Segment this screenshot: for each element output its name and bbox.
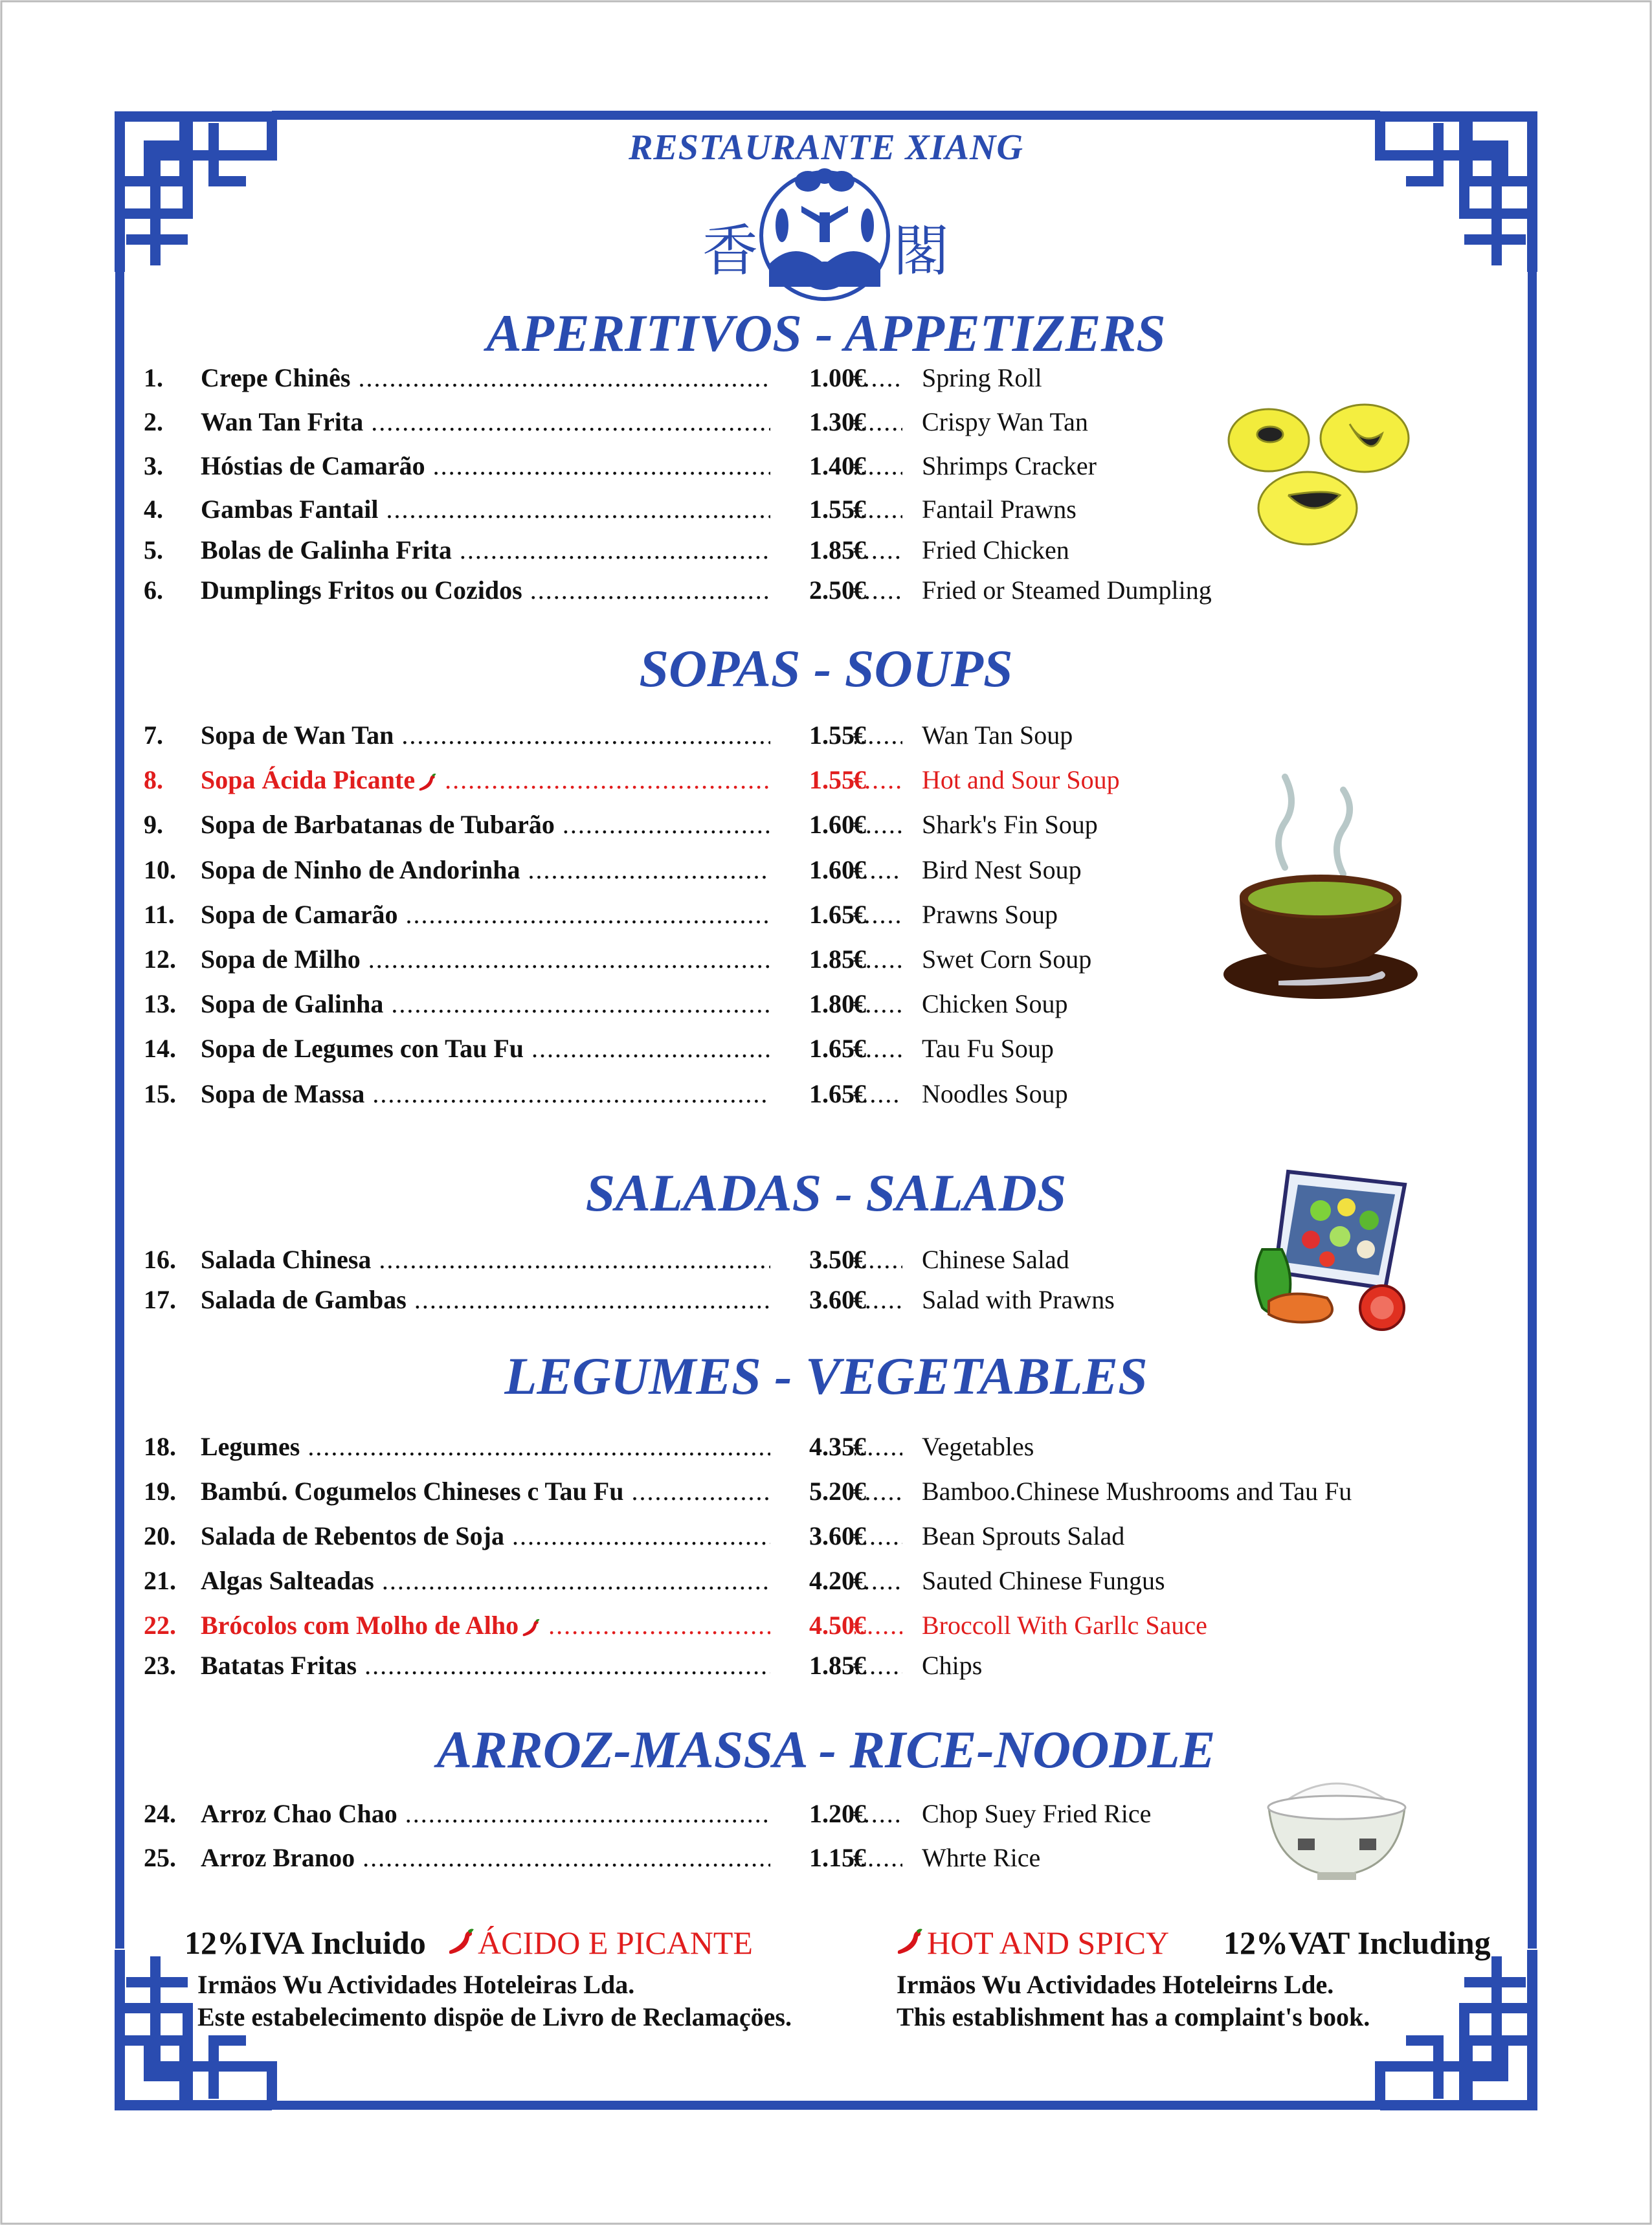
menu-item-row <box>144 720 1438 759</box>
item-price: 4.50 <box>770 1610 854 1640</box>
item-name-en: Fantail Prawns <box>922 495 1077 524</box>
item-name-en: Swet Corn Soup <box>922 945 1092 974</box>
section-title: SALADAS - SALADS <box>585 1163 1067 1222</box>
item-price: 1.65 <box>770 899 854 930</box>
menu-item-row <box>144 1565 1438 1604</box>
menu-item-row <box>144 1033 1438 1072</box>
item-name-pt: Bambú. Cogumelos Chineses c Tau Fu <box>201 1477 624 1506</box>
menu-item-row <box>144 1476 1438 1515</box>
item-number: 6. <box>144 576 163 605</box>
item-name-en: Prawns Soup <box>922 900 1058 929</box>
item-price: 4.20 <box>770 1565 854 1596</box>
item-name-en: Shark's Fin Soup <box>922 810 1098 839</box>
item-price: 1.15 <box>770 1842 854 1873</box>
currency-symbol: € <box>853 1843 866 1872</box>
currency-symbol: € <box>853 1651 866 1680</box>
currency-symbol: € <box>853 855 866 884</box>
item-name-en: Sauted Chinese Fungus <box>922 1566 1165 1595</box>
item-number: 21. <box>144 1566 176 1595</box>
item-name-en: Whrte Rice <box>922 1843 1041 1872</box>
item-number: 4. <box>144 495 163 524</box>
item-name-en: Chinese Salad <box>922 1245 1069 1274</box>
item-name-en: Chicken Soup <box>922 989 1068 1018</box>
item-price: 1.40 <box>770 451 854 481</box>
currency-symbol: € <box>853 1611 866 1640</box>
item-price: 1.55 <box>770 765 854 795</box>
iva-included-note: 12%IVA Incluido <box>184 1925 426 1961</box>
chili-pepper-icon <box>895 1928 924 1956</box>
currency-symbol: € <box>853 1521 866 1550</box>
vat-included-note: 12%VAT Including <box>1223 1925 1491 1961</box>
menu-item-row <box>144 1798 1438 1837</box>
currency-symbol: € <box>853 1245 866 1274</box>
item-price: 1.20 <box>770 1798 854 1829</box>
currency-symbol: € <box>853 765 866 794</box>
item-name-en: Crispy Wan Tan <box>922 407 1088 436</box>
item-name-en: Broccoll With Garllc Sauce <box>922 1611 1207 1640</box>
item-number: 7. <box>144 721 163 750</box>
soup-bowl-icon <box>1220 770 1427 1003</box>
chili-pepper-icon <box>447 1928 475 1956</box>
item-name-pt: Sopa de Legumes con Tau Fu <box>201 1034 524 1063</box>
item-name-en: Salad with Prawns <box>922 1285 1115 1314</box>
currency-symbol: € <box>853 407 866 436</box>
item-number: 24. <box>144 1799 176 1828</box>
item-name-pt: Crepe Chinês <box>201 363 351 392</box>
item-price: 3.50 <box>770 1244 854 1275</box>
item-number: 8. <box>144 765 163 794</box>
item-number: 2. <box>144 407 163 436</box>
item-number: 13. <box>144 989 176 1018</box>
menu-item-row <box>144 1431 1438 1470</box>
currency-symbol: € <box>853 1285 866 1314</box>
dumplings-icon <box>1223 398 1424 547</box>
item-price: 1.30 <box>770 407 854 437</box>
item-price: 1.00 <box>770 363 854 393</box>
section-title: ARROZ-MASSA - RICE-NOODLE <box>436 1720 1216 1779</box>
currency-symbol: € <box>853 900 866 929</box>
item-name-en: Fried Chicken <box>922 535 1069 565</box>
item-name-pt: Batatas Fritas <box>201 1651 357 1680</box>
item-price: 1.60 <box>770 809 854 840</box>
item-price: 1.55 <box>770 720 854 750</box>
item-name-en: Tau Fu Soup <box>922 1034 1054 1063</box>
item-name-pt: Sopa de Massa <box>201 1079 365 1108</box>
salad-icon <box>1249 1159 1418 1340</box>
menu-item-row <box>144 1244 1438 1283</box>
item-name-en: Spring Roll <box>922 363 1042 392</box>
item-name-en: Shrimps Cracker <box>922 451 1097 480</box>
item-name-pt: Arroz Branoo <box>201 1843 355 1872</box>
menu-item-row <box>144 1650 1438 1689</box>
menu-item-row <box>144 1610 1438 1649</box>
currency-symbol: € <box>853 1079 866 1108</box>
item-number: 17. <box>144 1285 176 1314</box>
item-price: 3.60 <box>770 1521 854 1551</box>
item-name-pt: Salada de Gambas <box>201 1285 407 1314</box>
item-price: 1.85 <box>770 1650 854 1681</box>
company-name-en: Irmäos Wu Actividades Hoteleirns Lde. <box>897 1970 1334 1999</box>
item-name-pt: Sopa de Barbatanas de Tubarão <box>201 810 555 839</box>
menu-item-row <box>144 1284 1438 1323</box>
menu-item-row <box>144 1842 1438 1881</box>
section-title: SOPAS - SOUPS <box>639 639 1013 698</box>
item-name-pt: Brócolos com Molho de Alho <box>201 1611 519 1640</box>
menu-item-row <box>144 1079 1438 1117</box>
item-price: 2.50 <box>770 575 854 605</box>
complaint-book-note-pt: Este estabelecimento dispöe de Livro de Reclamaçöes. <box>197 2002 792 2031</box>
item-name-en: Bamboo.Chinese Mushrooms and Tau Fu <box>922 1477 1352 1506</box>
item-number: 9. <box>144 810 163 839</box>
currency-symbol: € <box>853 535 866 565</box>
currency-symbol: € <box>853 1034 866 1063</box>
item-number: 10. <box>144 855 176 884</box>
item-name-en: Vegetables <box>922 1432 1034 1461</box>
item-name-pt: Salada Chinesa <box>201 1245 372 1274</box>
item-price: 1.60 <box>770 855 854 885</box>
item-number: 12. <box>144 945 176 974</box>
item-price: 5.20 <box>770 1476 854 1506</box>
item-number: 20. <box>144 1521 176 1550</box>
item-number: 11. <box>144 900 175 929</box>
currency-symbol: € <box>853 989 866 1018</box>
currency-symbol: € <box>853 945 866 974</box>
item-name-en: Hot and Sour Soup <box>922 765 1120 794</box>
currency-symbol: € <box>853 495 866 524</box>
item-name-en: Chop Suey Fried Rice <box>922 1799 1152 1828</box>
item-price: 1.85 <box>770 944 854 974</box>
menu-item-row <box>144 363 1438 401</box>
menu-item-row <box>144 1521 1438 1560</box>
spicy-legend-pt: ÁCIDO E PICANTE <box>478 1925 753 1961</box>
item-name-pt: Sopa de Ninho de Andorinha <box>201 855 520 884</box>
item-number: 14. <box>144 1034 176 1063</box>
item-name-pt: Sopa de Galinha <box>201 989 384 1018</box>
item-name-pt: Wan Tan Frita <box>201 407 364 436</box>
currency-symbol: € <box>853 451 866 480</box>
currency-symbol: € <box>853 363 866 392</box>
item-number: 15. <box>144 1079 176 1108</box>
item-name-pt: Salada de Rebentos de Soja <box>201 1521 504 1550</box>
item-number: 5. <box>144 535 163 565</box>
chinese-character-right: 閣 <box>893 219 949 284</box>
item-price: 4.35 <box>770 1431 854 1462</box>
item-price: 1.55 <box>770 494 854 524</box>
item-price: 1.65 <box>770 1079 854 1109</box>
item-name-en: Bird Nest Soup <box>922 855 1082 884</box>
item-name-pt: Arroz Chao Chao <box>201 1799 397 1828</box>
item-number: 18. <box>144 1432 176 1461</box>
item-number: 23. <box>144 1651 176 1680</box>
item-name-pt: Dumplings Fritos ou Cozidos <box>201 576 522 605</box>
currency-symbol: € <box>853 1566 866 1595</box>
item-name-pt: Hóstias de Camarão <box>201 451 425 480</box>
item-name-en: Fried or Steamed Dumpling <box>922 576 1212 605</box>
item-name-en: Chips <box>922 1651 983 1680</box>
rice-bowl-icon <box>1262 1761 1411 1884</box>
item-number: 3. <box>144 451 163 480</box>
item-name-pt: Sopa de Milho <box>201 945 361 974</box>
item-number: 16. <box>144 1245 176 1274</box>
currency-symbol: € <box>853 810 866 839</box>
item-number: 19. <box>144 1477 176 1506</box>
menu-item-row <box>144 575 1438 614</box>
currency-symbol: € <box>853 576 866 605</box>
item-price: 1.65 <box>770 1033 854 1064</box>
item-price: 1.85 <box>770 535 854 565</box>
chinese-character-left: 香 <box>702 219 758 284</box>
item-name-pt: Bolas de Galinha Frita <box>201 535 452 565</box>
lotus-emblem-logo <box>756 167 893 304</box>
spicy-legend-en: HOT AND SPICY <box>927 1925 1170 1961</box>
item-name-pt: Gambas Fantail <box>201 495 379 524</box>
company-name-pt: Irmäos Wu Actividades Hoteleiras Lda. <box>197 1970 635 1999</box>
item-name-pt: Legumes <box>201 1432 300 1461</box>
currency-symbol: € <box>853 1799 866 1828</box>
item-name-en: Wan Tan Soup <box>922 721 1073 750</box>
chili-pepper-icon <box>521 1618 541 1638</box>
chili-pepper-icon <box>418 773 437 792</box>
section-title: LEGUMES - VEGETABLES <box>504 1347 1148 1405</box>
currency-symbol: € <box>853 1432 866 1461</box>
item-number: 25. <box>144 1843 176 1872</box>
item-name-pt: Sopa de Camarão <box>201 900 398 929</box>
item-name-pt: Sopa de Wan Tan <box>201 721 394 750</box>
currency-symbol: € <box>853 1477 866 1506</box>
item-price: 1.80 <box>770 989 854 1019</box>
item-name-en: Bean Sprouts Salad <box>922 1521 1125 1550</box>
item-number: 1. <box>144 363 163 392</box>
item-name-pt: Sopa Ácida Picante <box>201 765 416 794</box>
item-number: 22. <box>144 1611 176 1640</box>
complaint-book-note-en: This establishment has a complaint's book. <box>897 2002 1370 2031</box>
currency-symbol: € <box>853 721 866 750</box>
item-name-en: Noodles Soup <box>922 1079 1068 1108</box>
item-price: 3.60 <box>770 1284 854 1315</box>
restaurant-name: RESTAURANTE XIANG <box>629 128 1023 168</box>
item-name-pt: Algas Salteadas <box>201 1566 374 1595</box>
section-title: APERITIVOS - APPETIZERS <box>486 304 1166 363</box>
